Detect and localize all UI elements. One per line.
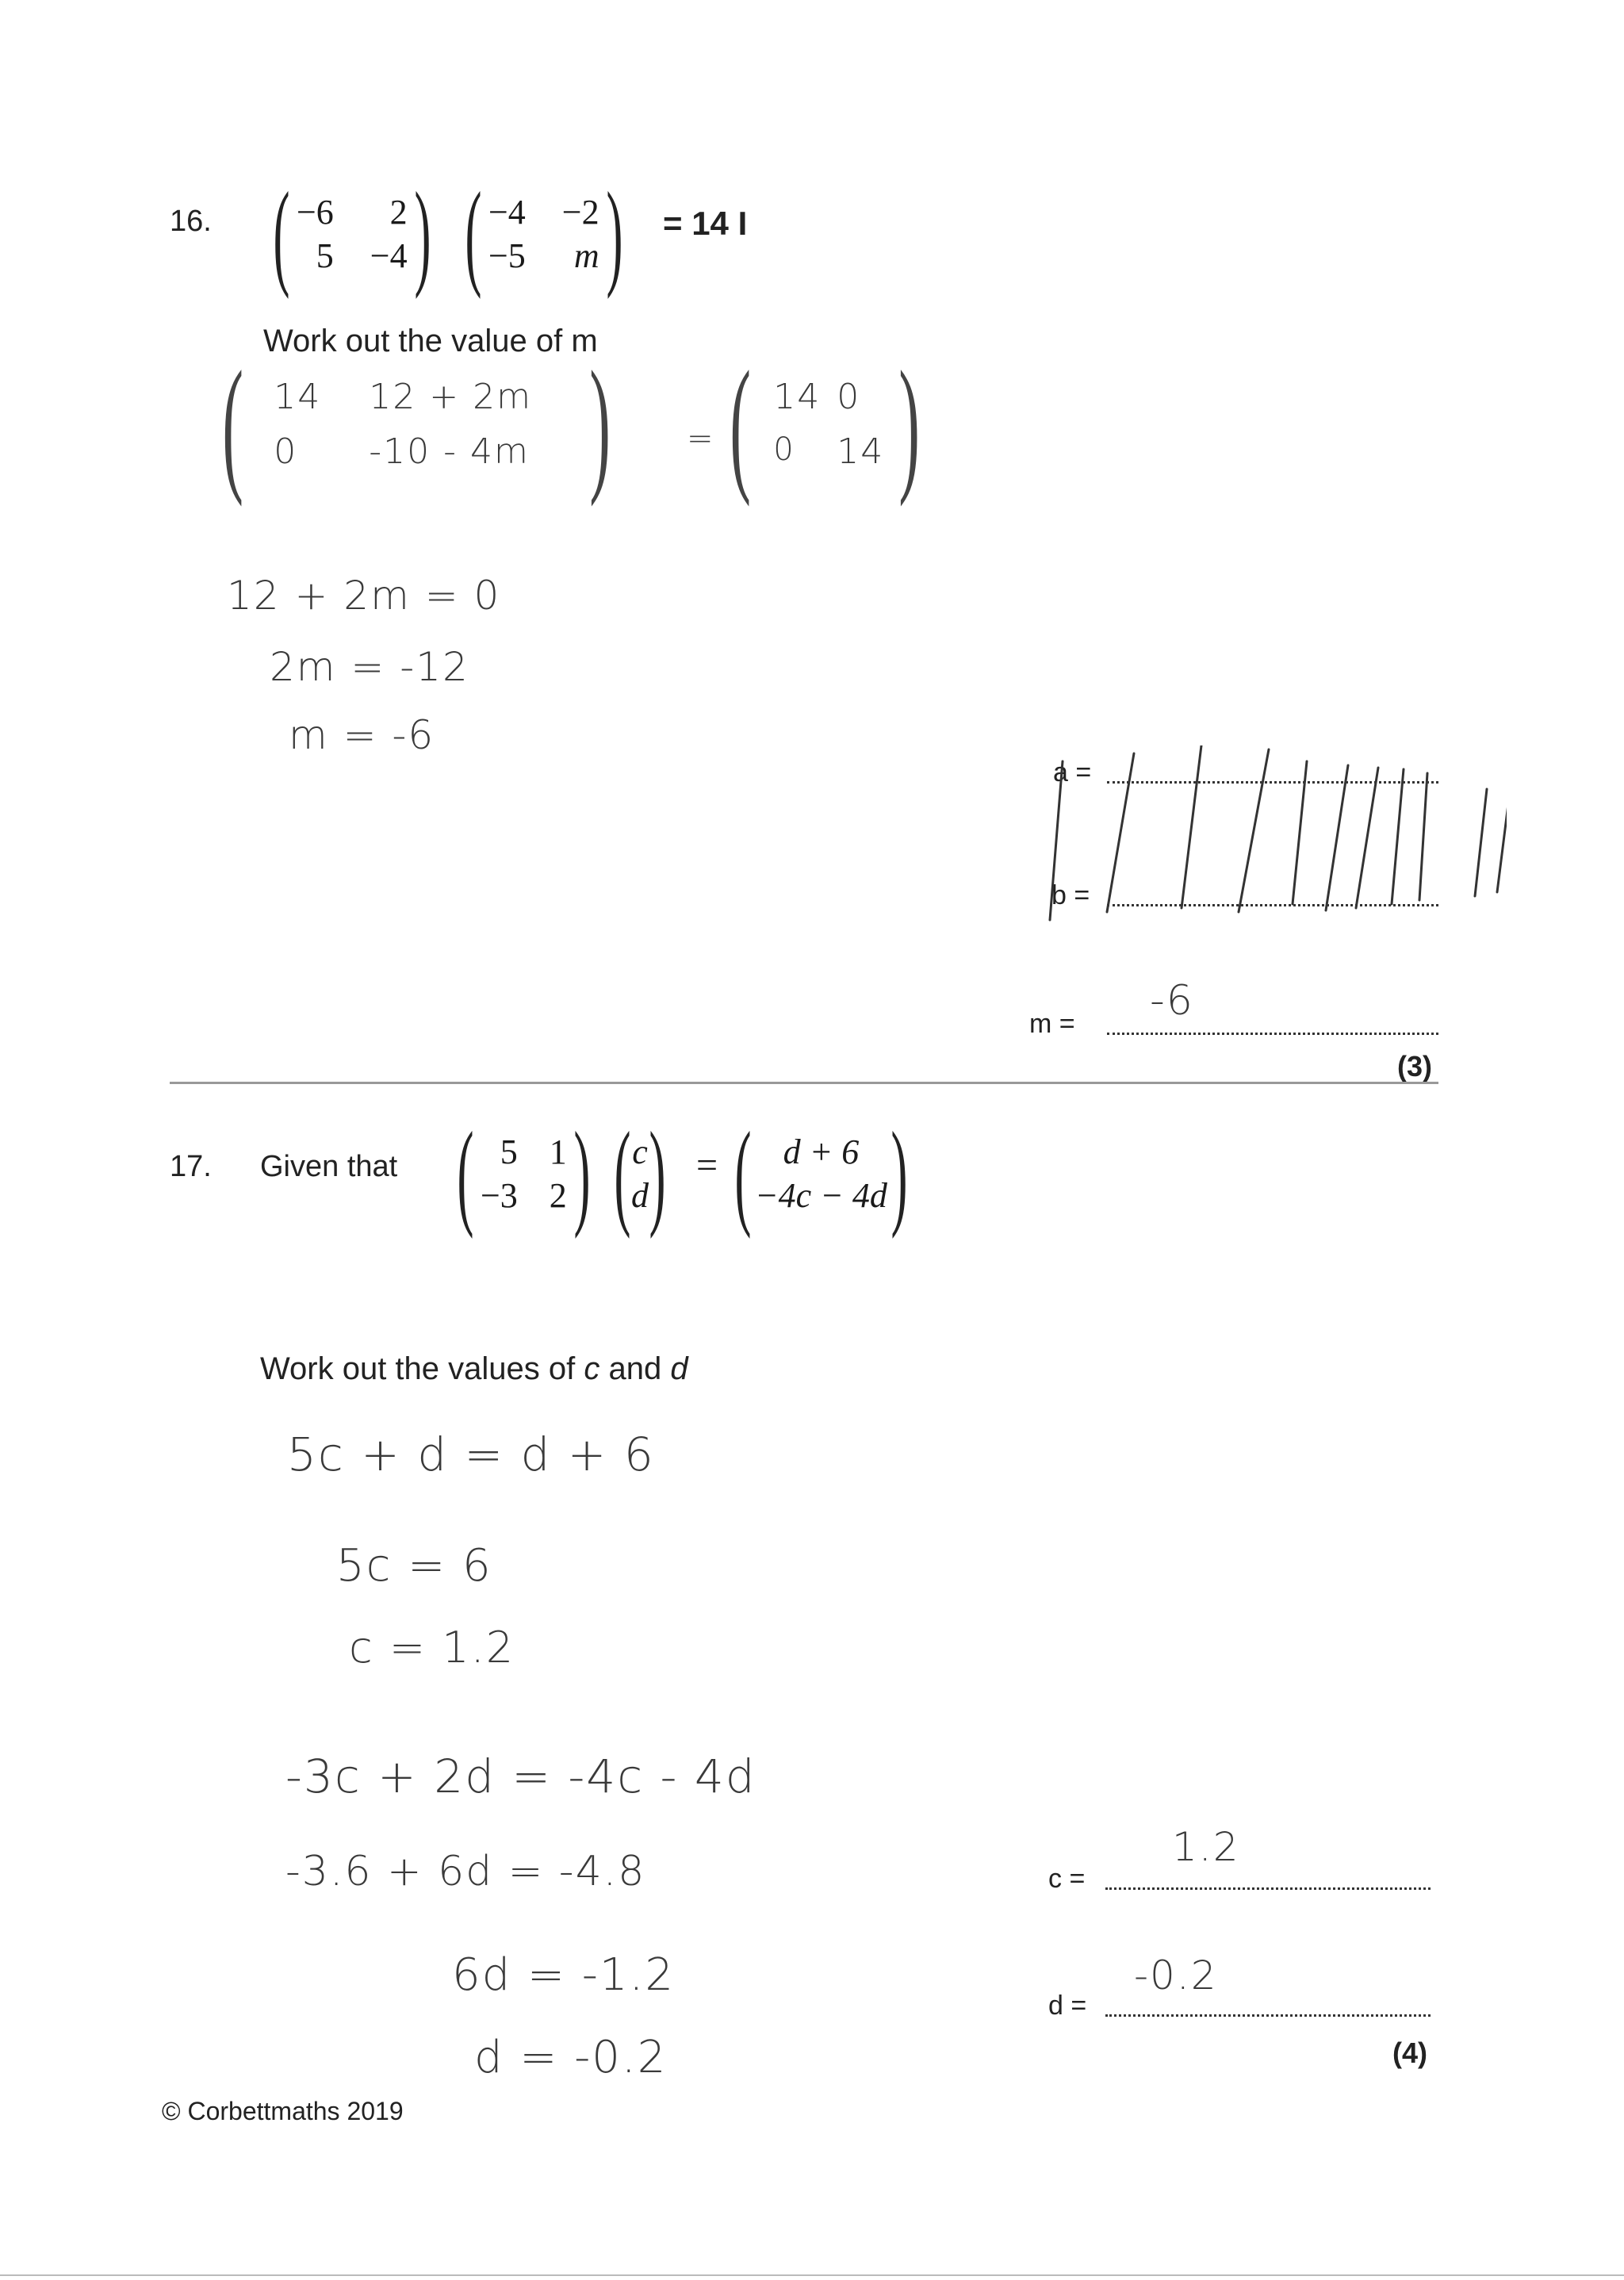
q16-work-line-2: 2m = -12 — [270, 644, 469, 690]
q16-answer-m-label: m = — [1029, 1009, 1075, 1039]
q17-answer-d-label: d = — [1048, 1991, 1087, 2021]
q17-work-line-4: -3c + 2d = -4c - 4d — [285, 1749, 756, 1803]
work-cell: 12 + 2m — [369, 377, 532, 417]
instruction-var-d: d — [670, 1351, 688, 1386]
work-cell: 14 — [773, 377, 822, 417]
q17-given-text: Given that — [260, 1150, 398, 1183]
work-cell: -10 - 4m — [369, 431, 530, 472]
matrix-cell: 5 — [500, 1132, 518, 1171]
q16-answer-a-label: a = — [1053, 757, 1092, 787]
q16-work-equals: = — [687, 420, 715, 457]
matrix-cell: 5 — [316, 236, 334, 275]
question-17-number: 17. — [170, 1150, 212, 1183]
instruction-var-c: c — [584, 1351, 600, 1386]
q16-matrix-a: ( −6 2 5 −4 ) — [273, 168, 431, 300]
matrix-cell: 2 — [549, 1176, 567, 1215]
matrix-cell: 2 — [389, 193, 408, 232]
matrix-cell: −4 — [488, 193, 526, 232]
q16-work-line-3: m = -6 — [289, 712, 435, 758]
q17-matrix-a: ( 5 1 −3 2 ) — [457, 1108, 591, 1240]
q17-result-vector: ( d + 6 −4c − 4d ) — [734, 1108, 908, 1240]
vector-cell: d — [630, 1176, 649, 1215]
matrix-cell: −3 — [480, 1176, 518, 1215]
question-16-number: 16. — [170, 205, 212, 238]
matrix-cell: −5 — [488, 236, 526, 275]
q16-work-rhs-matrix: ( 14 0 0 14 ) — [730, 341, 921, 508]
q16-matrix-b: ( −4 −2 −5 m ) — [465, 168, 623, 300]
q17-work-line-1: 5c + d = d + 6 — [287, 1427, 655, 1481]
q17-work-line-7: d = -0.2 — [474, 2032, 668, 2083]
q17-work-line-2: 5c = 6 — [336, 1540, 492, 1592]
q17-vector: ( c d ) — [614, 1108, 666, 1240]
q16-answer-m-line[interactable] — [1107, 1033, 1438, 1035]
vector-cell: −4c − 4d — [754, 1176, 887, 1215]
q17-answer-c-line[interactable] — [1105, 1887, 1431, 1890]
work-cell: 0 — [274, 431, 298, 472]
q17-answer-d-line[interactable] — [1105, 2014, 1431, 2017]
vector-cell: c — [632, 1132, 648, 1171]
q17-answer-c-label: c = — [1048, 1864, 1086, 1894]
q17-equals: = — [696, 1144, 718, 1186]
q17-work-line-5: -3.6 + 6d = -4.8 — [285, 1848, 646, 1895]
vector-cell: d + 6 — [783, 1132, 860, 1171]
q16-work-line-1: 12 + 2m = 0 — [227, 573, 501, 619]
work-cell: 14 — [274, 377, 322, 417]
q16-instruction: Work out the value of m — [263, 324, 598, 358]
q17-instruction — [260, 1351, 688, 1387]
q17-answer-d-value: -0.2 — [1134, 1952, 1218, 1998]
q16-work-lhs-matrix: ( 14 12 + 2m 0 -10 - 4m ) — [222, 341, 611, 508]
matrix-cell: −6 — [296, 193, 334, 232]
q17-work-line-3: c = 1.2 — [349, 1623, 515, 1673]
crossed-out-strokes — [1031, 745, 1507, 936]
q17-answer-c-value: 1.2 — [1172, 1824, 1240, 1870]
copyright-footer: © Corbettmaths 2019 — [162, 2097, 404, 2125]
q16-answer-m-value: -6 — [1150, 977, 1194, 1025]
q16-answer-b-label: b = — [1051, 880, 1090, 910]
work-cell: 14 — [837, 431, 885, 472]
q17-work-line-6: 6d = -1.2 — [452, 1949, 675, 2001]
question-divider — [170, 1082, 1438, 1084]
instruction-text: and — [599, 1351, 671, 1386]
q16-marks: (3) — [1397, 1050, 1432, 1083]
work-cell: 0 — [773, 431, 795, 468]
matrix-cell: 1 — [549, 1132, 567, 1171]
work-cell: 0 — [837, 377, 861, 417]
instruction-text: Work out the values of — [260, 1351, 584, 1386]
q16-equals-14i: = 14 I — [663, 205, 748, 242]
matrix-cell: m — [573, 236, 599, 275]
matrix-cell: −2 — [561, 193, 599, 232]
q17-marks: (4) — [1392, 2037, 1427, 2069]
scan-edge — [0, 2274, 1624, 2276]
matrix-cell: −4 — [370, 236, 408, 275]
